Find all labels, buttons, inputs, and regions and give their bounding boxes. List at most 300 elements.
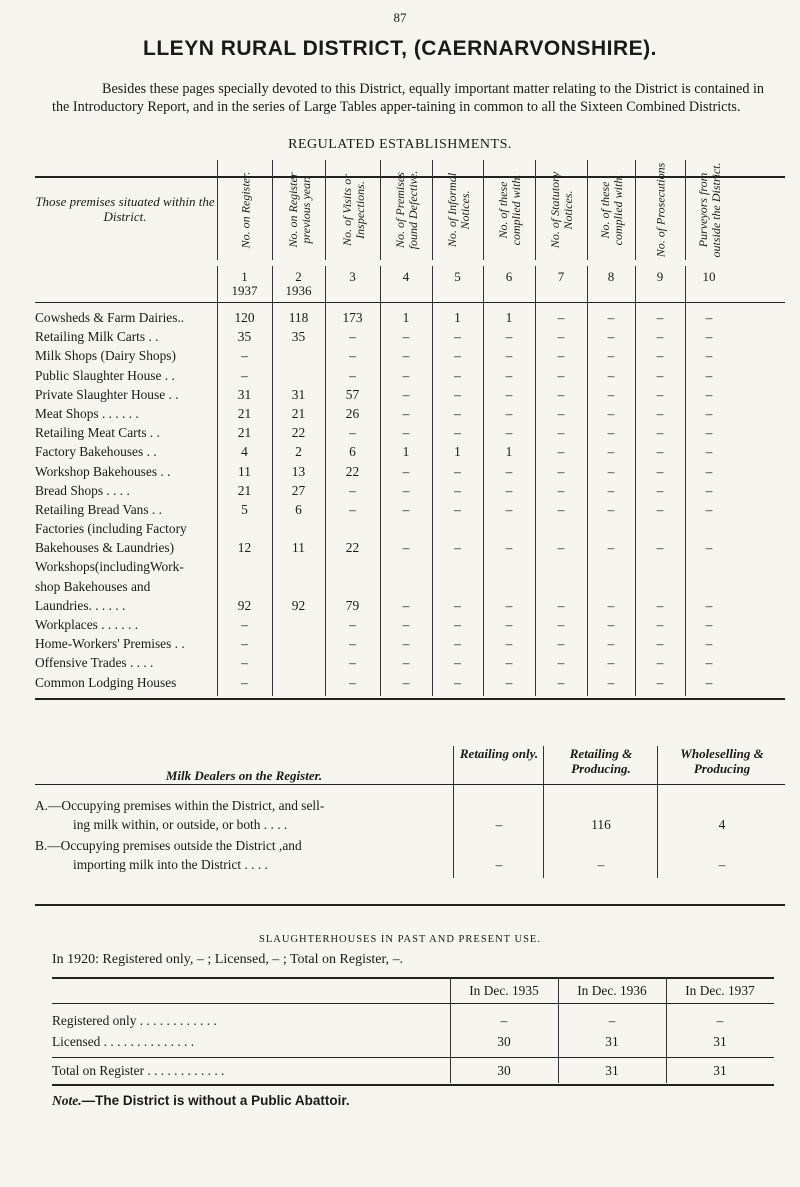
row-label: Milk Shops (Dairy Shops) [35, 348, 176, 364]
table-cell: – [505, 348, 513, 364]
table-cell: – [557, 367, 565, 383]
table-cell: 120 [234, 310, 255, 325]
table-cell: – [607, 444, 615, 460]
table-row [35, 481, 785, 500]
note-text: —The District is without a Public Abattoir. [81, 1093, 350, 1108]
column-number [272, 270, 325, 298]
table-cell: 11 [238, 463, 251, 479]
column-divider [272, 266, 273, 696]
slaughterhouses-title: SLAUGHTERHOUSES IN PAST AND PRESENT USE. [259, 934, 541, 945]
row-label: shop Bakehouses and [35, 578, 151, 594]
column-header-2 [272, 160, 326, 260]
table-row [35, 673, 785, 692]
table-cell: – [557, 540, 565, 556]
row-label: Bread Shops . . . . [35, 482, 130, 498]
column-header-5 [432, 160, 484, 260]
table-cell: 26 [345, 405, 360, 421]
row-label: Workshops(includingWork- [35, 559, 184, 575]
table-cell: 92 [291, 597, 306, 613]
column-divider [380, 266, 381, 696]
sl-cell: – [716, 1013, 724, 1028]
column-index: 1 [241, 269, 248, 284]
table-cell: 1 [402, 444, 410, 460]
table-cell: 12 [237, 540, 252, 556]
table-cell: – [454, 501, 461, 517]
row-label: Factory Bakehouses . . [35, 444, 157, 460]
row-label: Workplaces . . . . . . [35, 617, 139, 632]
sl-row-label: Registered only . . . . . . . . . . . . [52, 1013, 217, 1028]
table-cell: – [656, 310, 664, 325]
milk-col-divider [543, 746, 544, 878]
sl-header-1937: In Dec. 1937 [685, 983, 755, 998]
table-cell: 173 [342, 310, 363, 325]
table-cell: – [241, 348, 248, 364]
note-label: Note. [52, 1093, 82, 1108]
table-cell: 35 [291, 329, 306, 345]
table-cell: 35 [237, 329, 252, 345]
table-cell: – [656, 367, 664, 383]
table-cell: 22 [345, 540, 360, 556]
table-cell: – [454, 674, 461, 690]
table-cell: – [454, 405, 461, 421]
column-header-label: No. of Informal Notices. [444, 172, 472, 248]
table-cell: – [241, 617, 248, 632]
table-cell: – [349, 617, 356, 632]
table-cell: – [454, 540, 461, 556]
table-row [35, 462, 785, 481]
table-cell: – [705, 405, 713, 421]
table-cell: – [505, 655, 513, 671]
table-cell: – [557, 597, 565, 613]
table-cell: – [607, 540, 615, 556]
table-row [35, 346, 785, 365]
table-cell: – [454, 348, 461, 364]
column-index: 8 [607, 269, 615, 284]
table-cell: – [349, 425, 356, 441]
table-cell: – [705, 501, 713, 517]
column-index: 5 [454, 269, 461, 284]
table-row [35, 634, 785, 653]
column-index: 2 [295, 269, 302, 284]
table-cell: – [349, 636, 356, 652]
row-b-wholesaling: – [718, 857, 726, 872]
column-number [685, 270, 733, 284]
table-cell: – [705, 617, 713, 632]
table-cell: 5 [241, 501, 248, 517]
footnote [52, 1093, 350, 1109]
row-label: Offensive Trades . . . . [35, 655, 154, 671]
column-header-label: No. of Premises found Defective. [393, 170, 420, 250]
table-cell: – [656, 444, 664, 460]
column-number [217, 270, 272, 298]
sl-cell: 31 [713, 1034, 727, 1049]
table-cell: – [505, 540, 513, 556]
table-row [35, 577, 785, 596]
table-cell: – [656, 617, 664, 632]
table-cell: – [402, 501, 410, 517]
table-cell: 118 [288, 310, 309, 325]
intro-paragraph: Besides these pages specially devoted to this District, equally important matter relating to the District is contained in the Introductory Report, and in the series of Large Tables apper-taining in common to all the Sixteen Combined Districts. [52, 81, 764, 115]
row-a-wholesaling: 4 [718, 817, 726, 832]
table-cell: 21 [237, 405, 252, 421]
table-cell: – [607, 636, 615, 652]
row-b-label-1: B.—Occupying premises outside the District ,and [35, 838, 302, 853]
column-header-10 [685, 160, 734, 260]
column-divider [635, 266, 636, 696]
table-cell: – [607, 597, 615, 613]
table-cell: – [656, 348, 664, 364]
table-cell: – [402, 636, 410, 652]
sl-total-cell: 31 [605, 1063, 619, 1078]
column-number [535, 270, 587, 284]
table-cell: – [557, 482, 565, 498]
table-cell: – [705, 655, 713, 671]
table-cell: – [349, 501, 356, 517]
table-cell: 21 [237, 425, 252, 441]
row-label: Retailing Meat Carts . . [35, 425, 160, 441]
column-number [587, 270, 635, 284]
table-row [35, 308, 785, 327]
table-cell: – [607, 386, 615, 402]
row-a-retailing: – [495, 817, 503, 832]
table-cell: 1 [505, 444, 513, 460]
table-cell: – [454, 463, 461, 479]
table-cell: 11 [292, 540, 305, 556]
table-cell: – [349, 329, 356, 345]
sl-col-divider [450, 977, 451, 1083]
table-cell: – [705, 597, 713, 613]
table-cell: – [557, 425, 565, 441]
table-cell: – [607, 617, 615, 632]
sl-cell: 31 [605, 1034, 619, 1049]
table-cell: 21 [291, 405, 306, 421]
table-cell: – [557, 444, 565, 460]
table-cell: – [402, 386, 410, 402]
column-index: 10 [702, 269, 716, 284]
table-cell: – [454, 655, 461, 671]
column-header-3 [325, 160, 381, 260]
table-cell: – [402, 425, 410, 441]
table-cell: 22 [291, 425, 306, 441]
row-a-label-2: ing milk within, or outside, or both . . . . [73, 817, 288, 832]
table-cell: – [505, 367, 513, 383]
column-index: 7 [557, 269, 565, 284]
table-cell: – [241, 367, 248, 383]
retailing-producing-header: Retailing & Producing. [569, 746, 633, 776]
table-cell: 31 [291, 386, 306, 402]
row-label: Home-Workers' Premises . . [35, 636, 185, 652]
table-cell: – [557, 463, 565, 479]
table-cell: – [656, 501, 664, 517]
table-cell: – [656, 636, 664, 652]
table-row [35, 423, 785, 442]
table-cell: – [656, 386, 664, 402]
column-divider [587, 266, 588, 696]
table-cell: – [505, 617, 513, 632]
row-label: Common Lodging Houses [35, 674, 177, 690]
table-cell: – [557, 348, 565, 364]
table-cell: – [557, 405, 565, 421]
table-cell: – [402, 367, 410, 383]
table-cell: – [557, 329, 565, 345]
table-cell: – [705, 329, 713, 345]
premises-column-header: Those premises situated within the District. [35, 194, 215, 224]
table-cell: – [505, 405, 513, 421]
column-index: 3 [349, 269, 356, 284]
table-cell: – [607, 367, 615, 383]
column-header-label: No. of these complied with. [598, 174, 625, 246]
table-cell: – [656, 425, 664, 441]
table-cell: – [505, 386, 513, 402]
table-body [35, 308, 785, 692]
table-cell: – [607, 655, 615, 671]
table-cell: – [557, 386, 565, 402]
table-row [35, 653, 785, 672]
column-number-row [35, 270, 785, 300]
table-cell: – [505, 425, 513, 441]
table-cell: – [656, 597, 664, 613]
sl-cell: – [500, 1013, 508, 1028]
table-cell: – [241, 655, 248, 671]
row-b-label-2: importing milk into the District . . . . [73, 857, 268, 872]
table-cell: – [607, 501, 615, 517]
table-cell: – [349, 655, 356, 671]
table-cell: – [402, 405, 410, 421]
table-cell: – [454, 636, 461, 652]
table-cell: – [505, 636, 513, 652]
table-cell: – [607, 463, 615, 479]
table-cell: – [705, 310, 713, 325]
table-cell: – [402, 674, 410, 690]
table-cell: – [607, 425, 615, 441]
column-divider [535, 266, 536, 696]
table-cell: – [241, 636, 248, 652]
table-cell: – [454, 367, 461, 383]
table-cell: – [607, 310, 615, 325]
column-divider [483, 266, 484, 696]
table-cell: – [705, 425, 713, 441]
sl-col-divider [666, 977, 667, 1083]
table-cell: – [705, 367, 713, 383]
table-cell: – [656, 405, 664, 421]
milk-col-divider [657, 746, 658, 878]
table-row [35, 615, 785, 634]
table-cell: – [705, 386, 713, 402]
table-cell: – [656, 329, 664, 345]
table-cell: – [241, 674, 248, 690]
row-label: Factories (including Factory [35, 521, 187, 537]
table-cell: – [607, 348, 615, 364]
table-cell: – [705, 444, 713, 460]
column-index: 9 [656, 269, 664, 284]
row-label: Retailing Bread Vans . . [35, 501, 162, 517]
table-row [35, 500, 785, 519]
table-cell: 79 [345, 597, 360, 613]
table-cell: – [402, 617, 410, 632]
table-cell: 1 [505, 310, 513, 325]
sl-total-cell: 31 [713, 1063, 727, 1078]
table-cell: 92 [237, 597, 252, 613]
table-cell: 1 [454, 310, 461, 325]
sl-cell: 30 [497, 1034, 511, 1049]
table-cell: – [505, 674, 513, 690]
row-b-retailing: – [495, 857, 503, 872]
column-header-label: No. on Register previous year. [285, 172, 313, 248]
sl-total-label: Total on Register . . . . . . . . . . . . [52, 1063, 225, 1078]
sl-header-1936: In Dec. 1936 [577, 983, 647, 998]
table-row [35, 442, 785, 461]
table-cell: – [607, 405, 615, 421]
row-a-retailing-producing: 116 [591, 817, 611, 832]
row-label: Meat Shops . . . . . . [35, 405, 139, 421]
table-cell: – [557, 674, 565, 690]
table-cell: 22 [345, 463, 360, 479]
row-label: Laundries. . . . . . [35, 597, 126, 613]
sl-cell: – [608, 1013, 616, 1028]
table-cell: – [705, 636, 713, 652]
column-header-label: Purveyors from outside the District. [696, 162, 723, 258]
table-cell: – [656, 674, 664, 690]
wholesaling-producing-header: Wholeselling & Producing [680, 746, 764, 776]
column-divider [325, 266, 326, 696]
table-cell: 27 [291, 482, 306, 498]
table-cell: – [505, 482, 513, 498]
table-cell: – [402, 348, 410, 364]
table-cell: – [656, 463, 664, 479]
milk-dealers-header: Milk Dealers on the Register. [165, 768, 323, 783]
table-cell: – [505, 329, 513, 345]
column-header-6 [483, 160, 536, 260]
row-b-retailing-producing: – [597, 857, 605, 872]
table-cell: 2 [295, 444, 302, 460]
table-cell: – [607, 329, 615, 345]
table-cell: – [505, 597, 513, 613]
table-cell: – [402, 329, 410, 345]
table-cell: 13 [291, 463, 306, 479]
table-cell: 21 [237, 482, 252, 498]
table-cell: 57 [345, 386, 360, 402]
table-cell: – [454, 425, 461, 441]
column-header-4 [380, 160, 433, 260]
sl-row-label: Licensed . . . . . . . . . . . . . . [52, 1034, 195, 1049]
column-header-label: No. on Register. [238, 171, 252, 249]
table-cell: – [402, 597, 410, 613]
column-year: 1936 [285, 283, 312, 298]
row-label: Workshop Bakehouses . . [35, 463, 171, 479]
table-row [35, 404, 785, 423]
table-cell: – [454, 617, 461, 632]
table-cell: – [402, 482, 410, 498]
column-divider [217, 266, 218, 696]
table-cell: – [656, 540, 664, 556]
table-cell: – [557, 636, 565, 652]
table-cell: – [656, 655, 664, 671]
table-row [35, 538, 785, 557]
column-index: 6 [505, 269, 513, 284]
table-cell: 6 [349, 444, 356, 460]
row-a-label-1: A.—Occupying premises within the District, and sell- [35, 798, 325, 813]
table-cell: – [557, 501, 565, 517]
table-cell: – [505, 463, 513, 479]
column-header-1 [217, 160, 273, 260]
regulated-establishments-title: REGULATED ESTABLISHMENTS. [288, 137, 512, 152]
table-row [35, 385, 785, 404]
table-cell: 1 [454, 444, 461, 460]
row-label: Cowsheds & Farm Dairies.. [35, 310, 185, 325]
table-cell: – [705, 674, 713, 690]
column-number [380, 270, 432, 284]
table-cell: 6 [295, 501, 302, 517]
table-row [35, 596, 785, 615]
table-cell: – [402, 655, 410, 671]
column-header-label: No. of Statutory Notices. [548, 171, 575, 249]
table-row [35, 557, 785, 576]
table-cell: – [705, 540, 713, 556]
establishments-table [35, 160, 785, 690]
milk-header-rule [35, 784, 785, 785]
table-cell: – [607, 674, 615, 690]
sl-header-1935: In Dec. 1935 [469, 983, 539, 998]
row-label: Bakehouses & Laundries) [35, 540, 175, 556]
table-cell: – [402, 463, 410, 479]
sl-bottom-rule [52, 1084, 774, 1086]
table-cell: – [705, 463, 713, 479]
column-number [325, 270, 380, 284]
table-cell: – [454, 329, 461, 345]
table-row [35, 366, 785, 385]
column-header-label: No. of Visits or Inspections. [339, 174, 367, 246]
page-number: 87 [393, 10, 407, 25]
table-row [35, 327, 785, 346]
table-cell: – [557, 310, 565, 325]
table-cell: – [402, 540, 410, 556]
column-number [635, 270, 685, 284]
table-cell: – [656, 482, 664, 498]
table-cell: – [349, 674, 356, 690]
column-divider [685, 266, 686, 696]
table-header [35, 160, 785, 268]
table-cell: – [705, 348, 713, 364]
row-label: Retailing Milk Carts . . [35, 329, 159, 345]
table-cell: – [454, 386, 461, 402]
table-cell: – [505, 501, 513, 517]
header-bottom-rule [35, 302, 785, 303]
table-cell: – [349, 482, 356, 498]
table-cell: – [705, 482, 713, 498]
column-number [483, 270, 535, 284]
milk-bottom-rule [35, 904, 785, 906]
table-cell: – [349, 348, 356, 364]
column-header-label: No. of these complied with. [496, 174, 523, 246]
milk-col-divider [453, 746, 454, 878]
table-cell: 4 [241, 444, 248, 460]
column-index: 4 [402, 269, 410, 284]
column-year: 1937 [231, 283, 258, 298]
page-title: LLEYN RURAL DISTRICT, (CAERNARVONSHIRE). [143, 37, 657, 60]
table-bottom-rule [35, 698, 785, 700]
column-header-9 [635, 160, 686, 260]
slaughterhouses-1920-line: In 1920: Registered only, – ; Licensed, – ; Total on Register, –. [52, 952, 404, 967]
row-label: Public Slaughter House . . [35, 367, 175, 383]
table-cell: – [607, 482, 615, 498]
retailing-only-header: Retailing only. [459, 746, 539, 761]
table-cell: – [349, 367, 356, 383]
table-cell: – [557, 655, 565, 671]
column-divider [432, 266, 433, 696]
row-label: Private Slaughter House . . [35, 386, 179, 402]
sl-col-divider [558, 977, 559, 1083]
table-cell: – [557, 617, 565, 632]
